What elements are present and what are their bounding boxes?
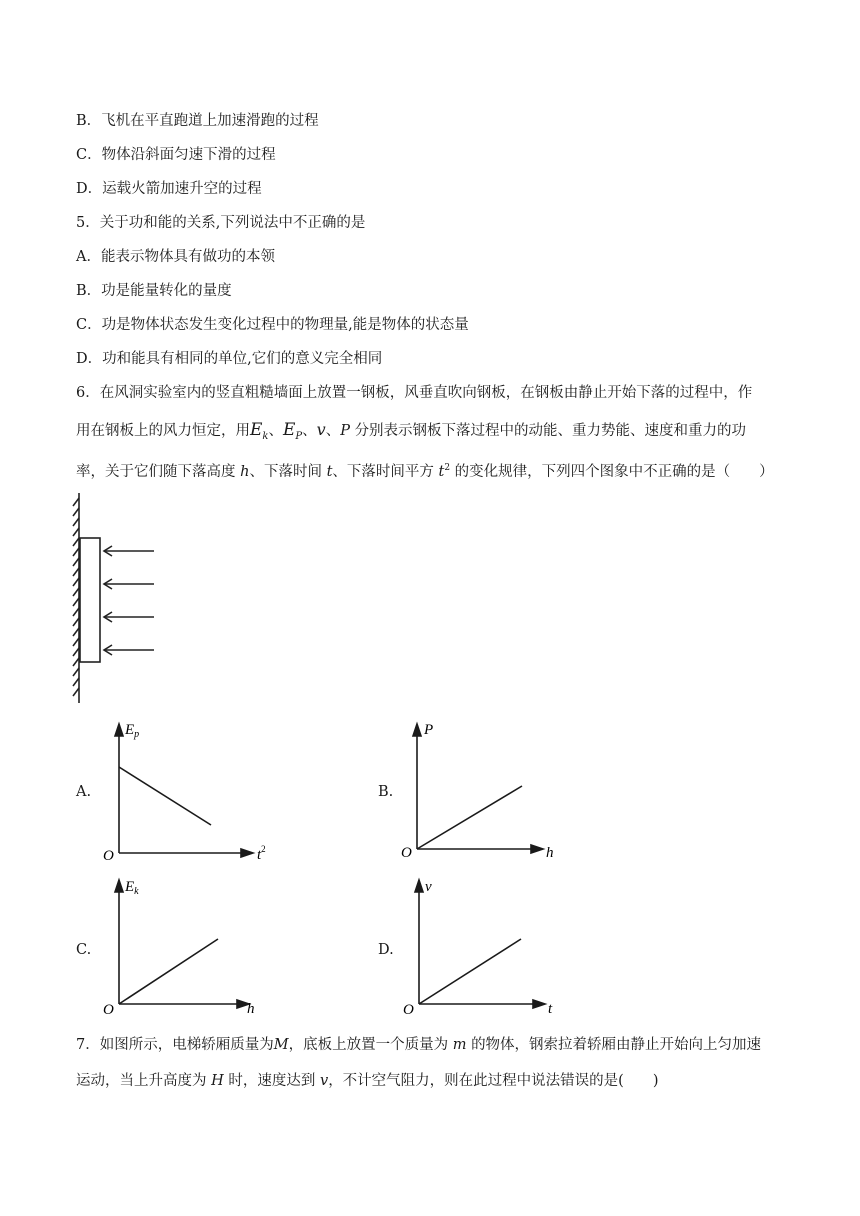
x-arrow [531,845,543,853]
graph-c-label: C. [76,942,92,958]
plot-line [419,939,521,1004]
wind-arrows [104,546,154,655]
y-axis-label: P [424,722,434,738]
q6-stem-line3: 率，关于它们随下落高度 h、下落时间 t、下落时间平方 $t^2$ 的变化规律，下列四个图象中不正确的是（ ） [76,463,774,480]
wind-tunnel-diagram [60,488,170,708]
q7-line2: 运动，当上升高度为 H 时，速度达到 v，不计空气阻力，则在此过程中说法错误的是( ) [76,1073,659,1089]
x-axis-label: t [548,1001,553,1017]
q4-option-b: B．飞机在平直跑道上加速滑跑的过程 [76,113,319,129]
q4-option-c: C．物体沿斜面匀速下滑的过程 [76,147,276,163]
q5-stem: 5．关于功和能的关系,下列说法中不正确的是 [76,215,366,231]
origin-label: O [401,845,412,861]
origin-label: O [103,848,114,864]
q6-stem-line2: 用在钢板上的风力恒定，用$E_k$、$E_P$、v、P 分别表示钢板下落过程中的动能、重力势能、速度和重力的功 [76,420,747,442]
origin-label: O [403,1002,414,1018]
x-arrow [533,1000,545,1008]
y-arrow [115,880,123,892]
q4-option-d: D．运载火箭加速升空的过程 [76,181,262,197]
plot-line [119,939,218,1004]
q5-option-a: A．能表示物体具有做功的本领 [76,249,275,265]
x-axis-label: $t^2$ [257,844,266,863]
x-arrow [241,849,253,857]
steel-plate [80,538,100,662]
y-arrow [415,880,423,892]
plot-line [119,767,211,825]
q5-option-b: B．功是能量转化的量度 [76,283,232,299]
x-axis-label: h [247,1001,255,1017]
graph-b-label: B. [378,784,394,800]
graph-b [395,712,595,867]
y-arrow [115,724,123,736]
graph-a [95,712,295,867]
y-axis-label: $E_k$ [125,879,139,897]
q6-stem-line1: 6．在风洞实验室内的竖直粗糙墙面上放置一钢板，风垂直吹向钢板，在钢板由静止开始下落的过程中，作 [76,385,753,401]
graph-a-label: A. [76,784,92,800]
q5-option-c: C．功是物体状态发生变化过程中的物理量,能是物体的状态量 [76,317,469,333]
q5-option-d: D．功和能具有相同的单位,它们的意义完全相同 [76,351,383,367]
q7-line1: 7．如图所示，电梯轿厢质量为M，底板上放置一个质量为 m 的物体，钢索拉着轿厢由静止开始向上匀加速 [76,1037,762,1053]
graph-d-label: D. [378,942,394,958]
graph-c [95,868,295,1023]
wall-hatching [73,498,79,696]
y-arrow [413,724,421,736]
x-axis-label: h [546,845,554,861]
plot-line [417,786,522,849]
y-axis-label: $E_p$ [125,722,140,740]
origin-label: O [103,1002,114,1018]
graph-d [395,868,595,1023]
y-axis-label: v [425,879,432,895]
